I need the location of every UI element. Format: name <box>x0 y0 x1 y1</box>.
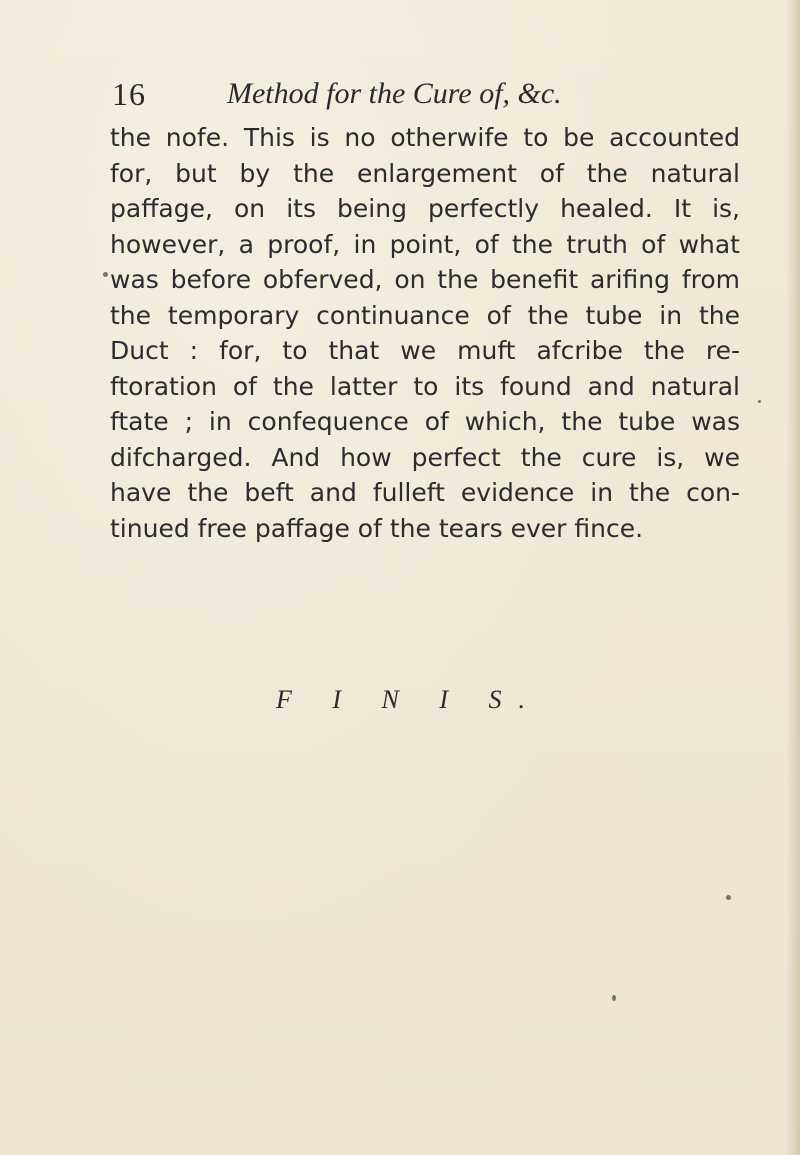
text-line: ftate ; in confequence of which, the tube was <box>110 407 740 436</box>
text-line: for, but by the enlargement of the natural <box>110 158 740 188</box>
text-line: the nofe. This is no otherwife to be accounted <box>110 123 740 152</box>
finis-heading: F I N I S. <box>276 685 543 714</box>
page-header <box>112 72 732 116</box>
text-line: however, a proof, in point, of the truth of what <box>110 229 740 259</box>
running-head: Method for the Cure of, &c. <box>227 77 562 110</box>
text-line: tinued free paffage of the tears ever fince. <box>110 513 644 543</box>
text-line: difcharged. And how perfect the cure is, we <box>110 442 740 472</box>
ink-speck <box>612 995 616 1001</box>
text-line: was before obferved, on the benefit arifing from <box>110 265 740 294</box>
ink-speck <box>726 895 731 900</box>
body-text <box>110 120 740 546</box>
text-line: Duct : for, to that we muft afcribe the re- <box>110 336 740 365</box>
page-number: 16 <box>112 76 146 112</box>
text-line: paffage, on its being perfectly healed. It is, <box>110 194 740 223</box>
text-line: ftoration of the latter to its found and natural <box>110 371 740 401</box>
ink-speck <box>103 272 108 277</box>
text-line: the temporary continuance of the tube in the <box>110 300 740 330</box>
ink-speck <box>758 400 761 403</box>
text-line: have the beft and fulleft evidence in the con- <box>110 478 740 507</box>
page-edge-shadow <box>786 0 800 1155</box>
